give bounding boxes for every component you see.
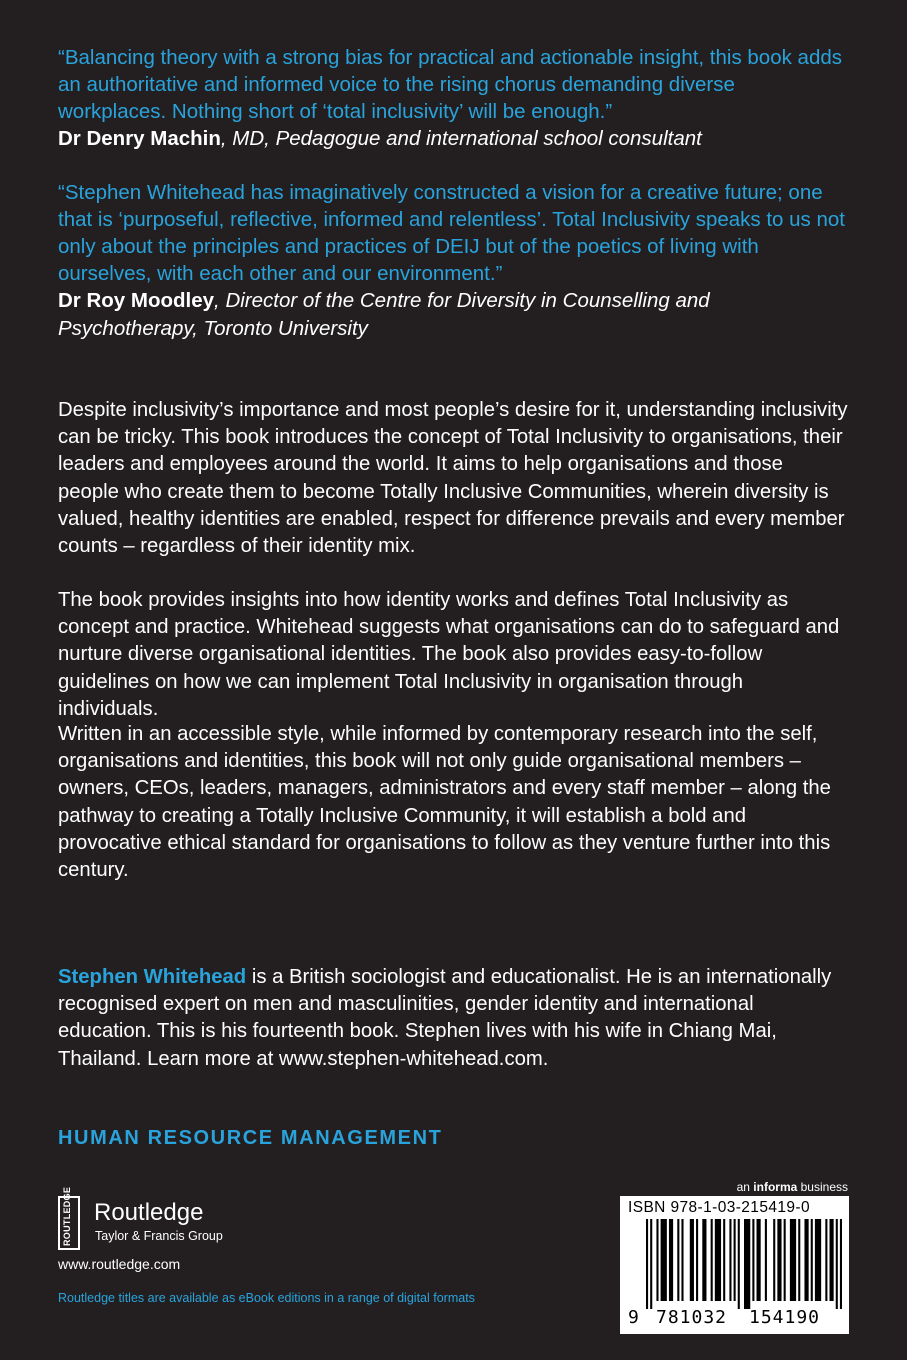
barcode-bar — [811, 1219, 813, 1301]
barcode-left-group: 781032 — [656, 1307, 728, 1328]
barcode-bar — [696, 1219, 698, 1301]
barcode-bar — [825, 1219, 827, 1301]
publisher-name: Routledge — [94, 1199, 204, 1226]
barcode-bar — [729, 1219, 731, 1301]
barcode-bar — [702, 1219, 706, 1301]
description-paragraph-2: The book provides insights into how identity works and defines Total Inclusivity as concept and practice. Whitehead suggests what organisations can do to safeguard and nurture diverse organisational identities. The book also provides easy-to-follow guidelines on how we can implement Total Inclusivity in organisation through individuals. — [58, 589, 840, 720]
quote-2-text: “Stephen Whitehead has imaginatively constructed a vision for a creative future; one that is ‘purposeful, reflective, informed and relentless’. Total Inclusivity speaks to us not only about the principles and practices of DEIJ but of the poetics of living with ourselves, with each other and our environment.” — [58, 181, 845, 285]
isbn-label: ISBN 978-1-03-215419-0 — [628, 1199, 810, 1216]
barcode-bar — [784, 1219, 786, 1301]
barcode-bar — [669, 1219, 673, 1301]
barcode-bar — [723, 1219, 725, 1301]
description-paragraph-3: Written in an accessible style, while informed by contemporary research into the self, organisations and identities, this book will not only guide organisational members – owners, CEOs, leaders, managers, administrators and every staff member – along the pathway to creating a Totally Inclusive Community, it will establish a bold and provocative ethical standard for organisations to follow as they venture further into this century. — [58, 723, 831, 882]
publisher-group: Taylor & Francis Group — [95, 1229, 223, 1243]
author-bio-text: is a British sociologist and educationalist. He is an internationally recognised expert on men and masculinities, gender identity and international education. This is his fourteenth book. Stephen lives with his wife in Chiang Mai, Thailand. Learn more at www.stephen-whitehead.com. — [58, 966, 832, 1070]
quote-2-attribution — [58, 287, 848, 343]
barcode-bar — [757, 1219, 761, 1301]
barcode-bar — [777, 1219, 781, 1301]
quote-1-author: Dr Denry Machin — [58, 127, 221, 150]
publisher-logo — [58, 1186, 258, 1256]
barcode-bar — [715, 1219, 721, 1301]
informa-bold: informa — [753, 1180, 798, 1194]
isbn-barcode — [620, 1196, 849, 1334]
barcode-bar — [765, 1219, 767, 1301]
barcode-bar — [656, 1219, 658, 1301]
barcode-bar — [804, 1219, 808, 1301]
publisher-url[interactable]: www.routledge.com — [58, 1256, 181, 1272]
logo-mark-text: ROUTLEDGE — [62, 1186, 72, 1246]
barcode-bar — [829, 1219, 833, 1301]
author-name: Stephen Whitehead — [58, 966, 247, 988]
barcode-bar — [798, 1219, 800, 1301]
barcode-bar — [711, 1219, 713, 1301]
informa-business-label — [737, 1180, 848, 1194]
barcode-first-digit: 9 — [628, 1307, 640, 1328]
quote-1-text: “Balancing theory with a strong bias for practical and actionable insight, this book adds an authoritative and informed voice to the rising chorus demanding diverse workplaces. Nothing short of ‘total inclusivity’ will be enough.” — [58, 46, 843, 123]
quote-1-attribution — [58, 125, 848, 153]
quote-1-role: , MD, Pedagogue and international school consultant — [220, 127, 702, 150]
barcode-bar — [815, 1219, 821, 1301]
barcode-bar — [836, 1219, 838, 1309]
subject-category: HUMAN RESOURCE MANAGEMENT — [58, 1127, 443, 1149]
description-paragraph-1: Despite inclusivity’s importance and most people’s desire for it, understanding inclusivity can be tricky. This book introduces the concept of Total Inclusivity to organisations, their leaders and employees around the world. It aims to help organisations and those people who create them to become Totally Inclusive Communities, wherein diversity is valued, healthy identities are enabled, respect for difference prevails and every member counts – regardless of their identity mix. — [58, 399, 848, 558]
barcode-bar — [773, 1219, 775, 1301]
barcode-bar — [646, 1219, 648, 1309]
barcode-bar — [840, 1219, 842, 1309]
barcode-bar — [752, 1219, 754, 1301]
quote-2-author: Dr Roy Moodley — [58, 289, 215, 312]
informa-suffix: business — [797, 1180, 848, 1194]
quote-2-role: , Director of the Centre for Diversity in Counselling and Psychotherapy, Toronto University — [58, 289, 710, 340]
barcode-bar — [677, 1219, 679, 1301]
routledge-logo-mark — [58, 1186, 80, 1250]
barcode-bar — [690, 1219, 694, 1301]
barcode-bar — [790, 1219, 796, 1301]
barcode-bar — [661, 1219, 667, 1301]
barcode-bar — [744, 1219, 750, 1309]
author-bio — [58, 964, 848, 1073]
barcode-bar — [650, 1219, 652, 1309]
ebook-note: Routledge titles are available as eBook editions in a range of digital formats — [58, 1291, 475, 1305]
informa-prefix: an — [736, 1180, 754, 1194]
barcode-bars — [646, 1219, 842, 1309]
barcode-right-group: 154190 — [749, 1307, 821, 1328]
barcode-bar — [738, 1219, 740, 1309]
barcode-bar — [734, 1219, 736, 1301]
barcode-bar — [681, 1219, 683, 1301]
